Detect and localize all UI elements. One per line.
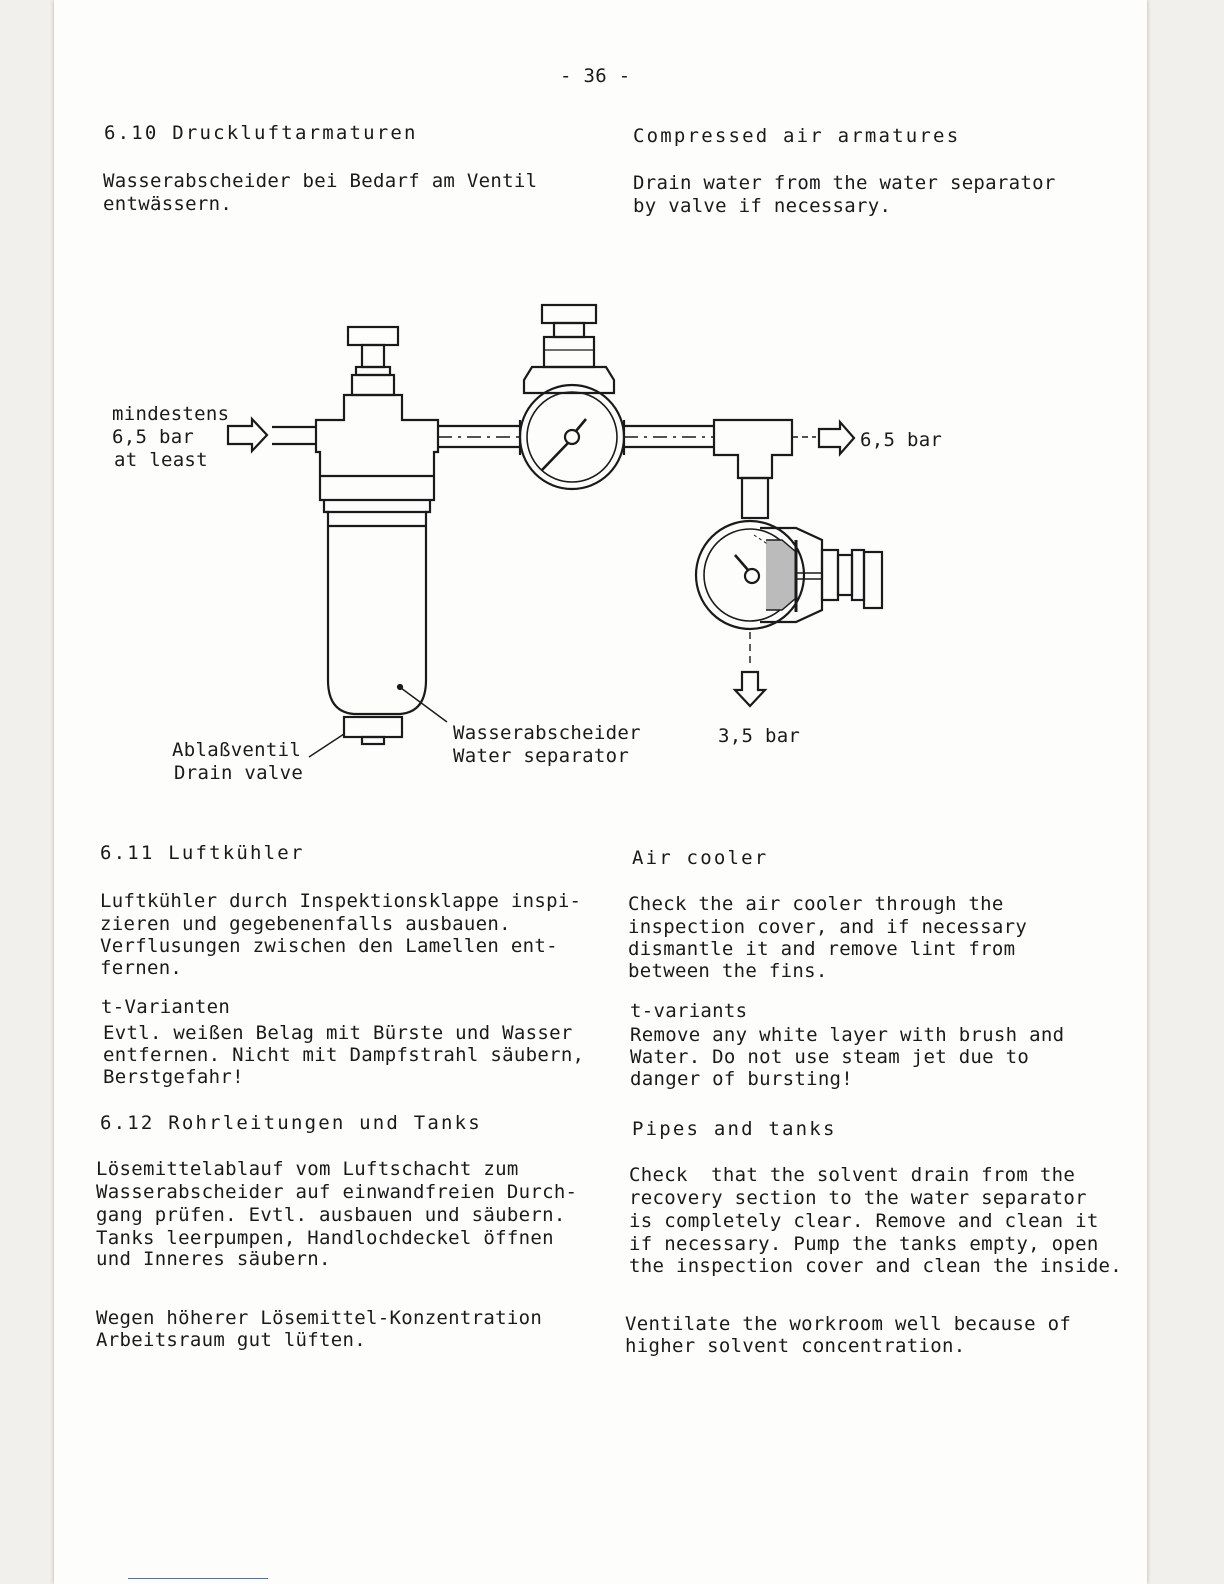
drain-label-line: Ablaßventil: [172, 739, 302, 761]
text-ventilate-de-line: Wegen höherer Lösemittel-Konzentration: [96, 1307, 543, 1329]
document-page: [54, 0, 1147, 1584]
text-6-11-de-line: Verflusungen zwischen den Lamellen ent-: [100, 935, 558, 957]
text-6-11-en-line: Check the air cooler through the: [628, 893, 1004, 915]
text-t-variants-line: danger of bursting!: [630, 1068, 854, 1090]
text-6-12-en-line: the inspection cover and clean the inside.: [629, 1255, 1123, 1277]
text-6-12-en-line: if necessary. Pump the tanks empty, open: [629, 1233, 1099, 1255]
tee-fitting: [714, 420, 792, 478]
water-separator-bowl: [324, 500, 430, 714]
text-6-12-en-line: recovery section to the water separator: [629, 1187, 1087, 1209]
drain-valve: [344, 717, 402, 744]
text-6-11-en-line: inspection cover, and if necessary: [628, 916, 1028, 938]
filter-knob: [348, 327, 398, 395]
text-6-10-en-line: by valve if necessary.: [633, 195, 892, 217]
drain-label-line: Drain valve: [174, 762, 304, 784]
outlet-label: 6,5 bar: [860, 429, 943, 451]
text-6-12-de-line: gang prüfen. Evtl. ausbauen und säubern.: [96, 1204, 566, 1226]
text-6-12-en-line: Check that the solvent drain from the: [629, 1164, 1076, 1186]
text-6-12-de-line: Tanks leerpumpen, Handlochdeckel öffnen: [96, 1227, 554, 1249]
text-6-10-en-line: Drain water from the water separator: [633, 172, 1056, 194]
text-ventilate-en-line: Ventilate the workroom well because of: [625, 1313, 1072, 1335]
text-6-11-en-line: between the fins.: [628, 960, 828, 982]
outlet-arrow-icon: [819, 422, 854, 454]
text-6-12-en-line: is completely clear. Remove and clean it: [629, 1210, 1099, 1232]
filter-head: [316, 395, 438, 500]
text-ventilate-en-line: higher solvent concentration.: [625, 1335, 966, 1357]
inlet-arrow-icon: [228, 419, 267, 451]
text-t-varianten-line: Berstgefahr!: [103, 1066, 244, 1088]
separator-label-line: Water separator: [453, 745, 630, 767]
pressure-regulator: [520, 305, 624, 489]
down-arrow-icon: [735, 672, 765, 706]
text-t-varianten-line: entfernen. Nicht mit Dampfstrahl säubern,: [103, 1044, 585, 1066]
text-6-11-de-line: fernen.: [100, 957, 183, 979]
text-ventilate-de-line: Arbeitsraum gut lüften.: [96, 1329, 366, 1351]
text-6-10-de-line: entwässern.: [103, 193, 233, 215]
inlet-label-line: 6,5 bar: [112, 426, 195, 448]
down-label: 3,5 bar: [718, 725, 801, 747]
inlet-label-line: mindestens: [112, 403, 230, 425]
heading-6-12-en: Pipes and tanks: [632, 1118, 837, 1140]
text-6-11-en-line: dismantle it and remove lint from: [628, 938, 1016, 960]
text-6-12-de-line: Lösemittelablauf vom Luftschacht zum: [96, 1158, 519, 1180]
text-6-11-de-line: Luftkühler durch Inspektionsklappe inspi-: [100, 890, 582, 912]
separator-label-line: Wasserabscheider: [453, 722, 641, 744]
text-t-variants-line: Remove any white layer with brush and: [630, 1024, 1065, 1046]
heading-6-10-en: Compressed air armatures: [633, 125, 961, 147]
page-number: - 36 -: [560, 65, 631, 87]
text-6-12-de-line: Wasserabscheider auf einwandfreien Durch-: [96, 1181, 578, 1203]
subheading-t-varianten: t-Varianten: [101, 996, 231, 1018]
heading-6-11-de: 6.11 Luftkühler: [100, 842, 305, 864]
footer-rule: [128, 1578, 268, 1579]
heading-6-11-en: Air cooler: [632, 847, 769, 869]
text-t-variants-line: Water. Do not use steam jet due to: [630, 1046, 1030, 1068]
text-6-12-de-line: und Inneres säubern.: [96, 1248, 331, 1270]
heading-6-10-de: 6.10 Druckluftarmaturen: [104, 122, 418, 144]
heading-6-12-de: 6.12 Rohrleitungen und Tanks: [100, 1112, 482, 1134]
text-t-varianten-line: Evtl. weißen Belag mit Bürste und Wasser: [103, 1022, 573, 1044]
text-6-11-de-line: zieren und gegebenenfalls ausbauen.: [100, 913, 511, 935]
secondary-regulator: [696, 521, 882, 629]
inlet-label-line: at least: [114, 449, 208, 471]
subheading-t-variants: t-variants: [630, 1000, 748, 1022]
text-6-10-de-line: Wasserabscheider bei Bedarf am Ventil: [103, 170, 538, 192]
